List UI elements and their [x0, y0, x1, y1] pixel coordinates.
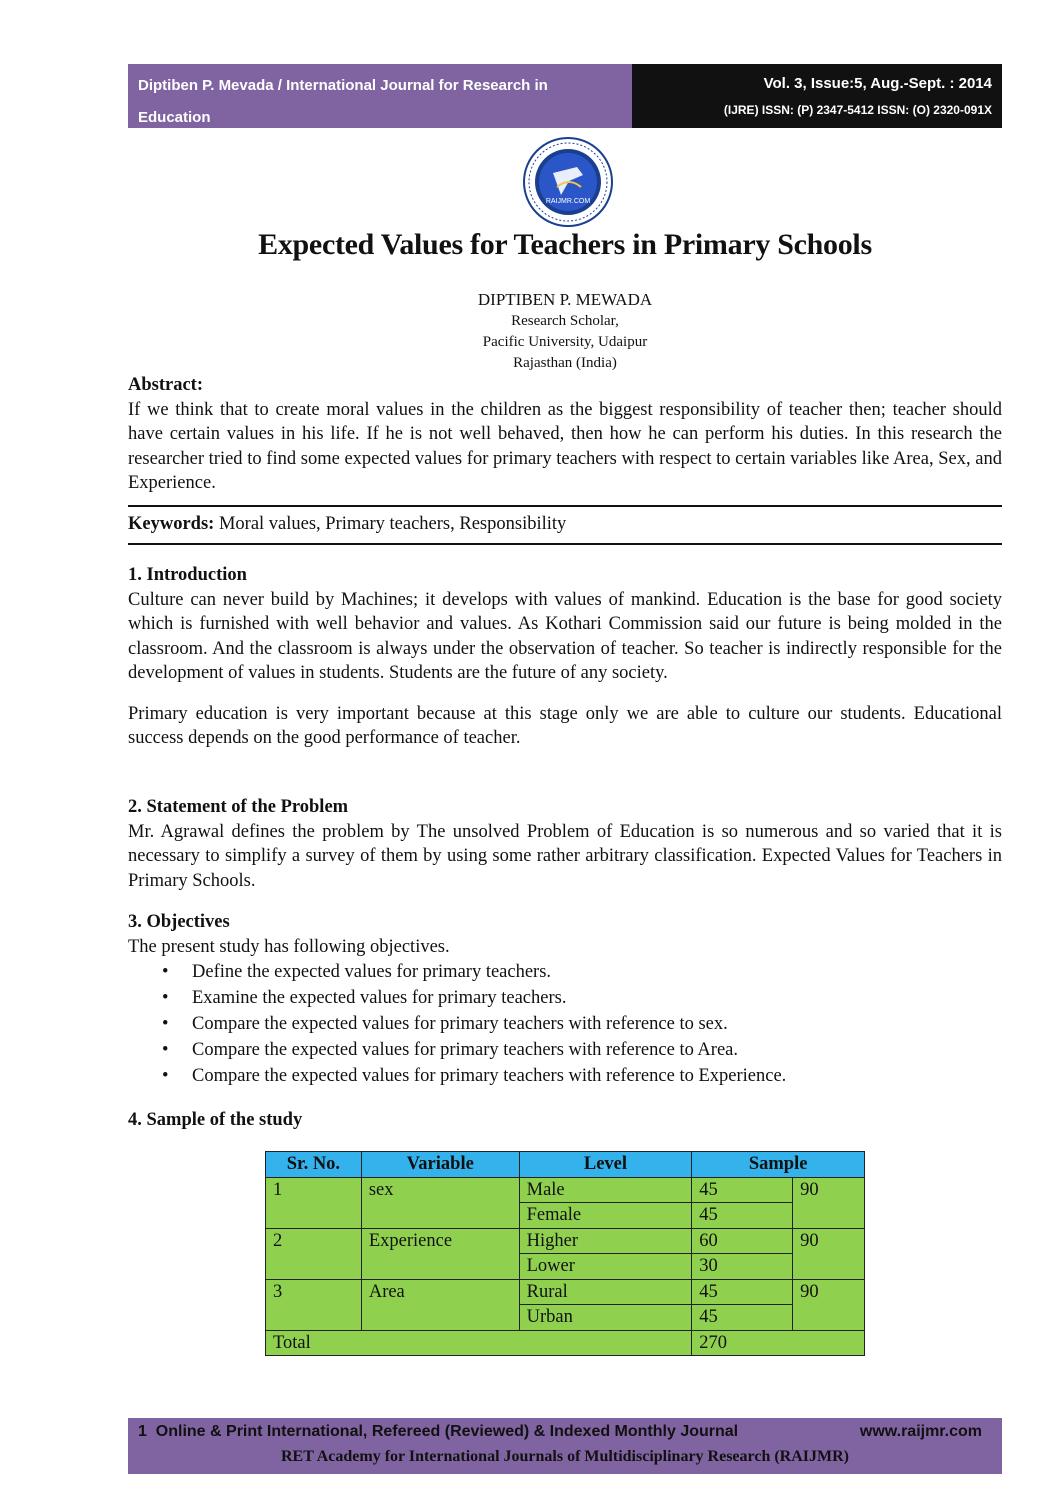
bullet-icon: • [162, 1040, 169, 1060]
cell-variable: Area [361, 1279, 519, 1330]
introduction-section [128, 563, 1002, 751]
list-item: • Examine the expected values for primary teachers. [128, 985, 1002, 1011]
objectives-heading: 3. Objectives [128, 912, 230, 932]
header-issn: (IJRE) ISSN: (P) 2347-5412 ISSN: (O) 2320-091X [723, 103, 992, 117]
keywords-label: Keywords: [128, 514, 215, 534]
footer-journal-description: Online & Print International, Refereed (Reviewed) & Indexed Monthly Journal [155, 1423, 739, 1440]
cell-variable: Experience [361, 1228, 519, 1279]
list-item: • Compare the expected values for primary teachers with reference to Area. [128, 1037, 1002, 1063]
problem-text: Mr. Agrawal defines the problem by The unsolved Problem of Education is so numerous and so varied that it is necessary to simplify a survey of them by using some rather arbitrary classification. Expected Values for Teachers in Primary Schools. [128, 821, 1002, 891]
bullet-icon: • [162, 1066, 169, 1086]
journal-header [128, 64, 1002, 128]
header-citation-line2: Education [138, 109, 211, 126]
cell-group-total: 90 [793, 1279, 865, 1330]
objectives-intro: The present study has following objectives. [128, 936, 450, 957]
bullet-icon: • [162, 988, 169, 1008]
sample-section [128, 1108, 1002, 1133]
author-location: Rajasthan (India) [513, 355, 617, 371]
column-header-sr-no: Sr. No. [266, 1152, 362, 1178]
cell-sr-no: 3 [266, 1279, 362, 1330]
cell-sr-no: 1 [266, 1177, 362, 1228]
paper-title: Expected Values for Teachers in Primary Schools [258, 228, 872, 261]
page-number: 1 [138, 1423, 147, 1440]
cell-level: Rural [519, 1279, 692, 1305]
cell-variable: sex [361, 1177, 519, 1228]
cell-sample-n: 45 [692, 1203, 793, 1229]
introduction-paragraph-2: Primary education is very important because at this stage only we are able to culture our students. Educational success depends on the good performance of teacher. [128, 703, 1002, 748]
list-item: • Compare the expected values for primary teachers with reference to sex. [128, 1011, 1002, 1037]
cell-sample-n: 30 [692, 1254, 793, 1280]
header-volume: Vol. 3, Issue:5, Aug.-Sept. : 2014 [763, 75, 992, 92]
objectives-list [128, 959, 1002, 1089]
abstract-heading: Abstract: [128, 375, 204, 395]
cell-sample-n: 60 [692, 1228, 793, 1254]
cell-group-total: 90 [793, 1177, 865, 1228]
bullet-icon: • [162, 1014, 169, 1034]
table-row [266, 1177, 865, 1203]
sample-heading: 4. Sample of the study [128, 1110, 303, 1130]
journal-footer [128, 1418, 1002, 1474]
logo-text: RAIJMR.COM [545, 198, 591, 205]
cell-total-label: Total [266, 1330, 692, 1356]
cell-level: Female [519, 1203, 692, 1229]
table-row [266, 1228, 865, 1254]
divider [128, 543, 1002, 545]
abstract-section [128, 373, 1002, 496]
table-total-row [266, 1330, 865, 1356]
cell-total-value: 270 [692, 1330, 865, 1356]
list-item: • Define the expected values for primary teachers. [128, 959, 1002, 985]
footer-website-link[interactable]: www.raijmr.com [859, 1423, 982, 1440]
author-role: Research Scholar, [511, 313, 619, 329]
keywords-text: Moral values, Primary teachers, Responsibility [214, 514, 567, 534]
bullet-icon: • [162, 962, 169, 982]
header-issue-info [632, 64, 1002, 128]
cell-sample-n: 45 [692, 1305, 793, 1331]
problem-section [128, 795, 1002, 893]
footer-journal-line [138, 1423, 738, 1441]
cell-level: Male [519, 1177, 692, 1203]
introduction-heading: 1. Introduction [128, 565, 247, 585]
raijmr-emblem-icon [517, 137, 619, 227]
cell-group-total: 90 [793, 1228, 865, 1279]
divider [128, 505, 1002, 507]
table-header-row [266, 1152, 865, 1178]
keywords-section [128, 512, 1002, 537]
sample-table [265, 1151, 865, 1356]
column-header-sample: Sample [692, 1152, 865, 1178]
column-header-level: Level [519, 1152, 692, 1178]
cell-level: Higher [519, 1228, 692, 1254]
cell-level: Lower [519, 1254, 692, 1280]
problem-heading: 2. Statement of the Problem [128, 797, 349, 817]
cell-level: Urban [519, 1305, 692, 1331]
cell-sample-n: 45 [692, 1177, 793, 1203]
cell-sr-no: 2 [266, 1228, 362, 1279]
author-affiliation: Pacific University, Udaipur [482, 334, 648, 350]
column-header-variable: Variable [361, 1152, 519, 1178]
table-row [266, 1279, 865, 1305]
author-block [128, 289, 1002, 374]
author-name: DIPTIBEN P. MEWADA [477, 290, 653, 309]
header-citation-line1: Diptiben P. Mevada / International Journal for Research in [138, 77, 548, 94]
header-citation [128, 64, 632, 128]
introduction-paragraph-1: Culture can never build by Machines; it develops with values of mankind. Education is the base for good society which is furnished with well behavior and values. As Kothari Commission said our future is being molded in the classroom. And the classroom is always under the observation of teacher. So teacher is indirectly responsible for the development of values in students. Students are the future of any society. [128, 589, 1002, 683]
cell-sample-n: 45 [692, 1279, 793, 1305]
objectives-section [128, 910, 1002, 1089]
footer-publisher: RET Academy for International Journals of Multidisciplinary Research (RAIJMR) [281, 1448, 849, 1465]
abstract-text: If we think that to create moral values in the children as the biggest responsibility of teacher then; teacher should have certain values in his life. If he is not well behaved, then how he can perform his duties. In this research the researcher tried to find some expected values for primary teachers with respect to certain variables like Area, Sex, and Experience. [128, 399, 1002, 493]
list-item: • Compare the expected values for primary teachers with reference to Experience. [128, 1063, 1002, 1089]
